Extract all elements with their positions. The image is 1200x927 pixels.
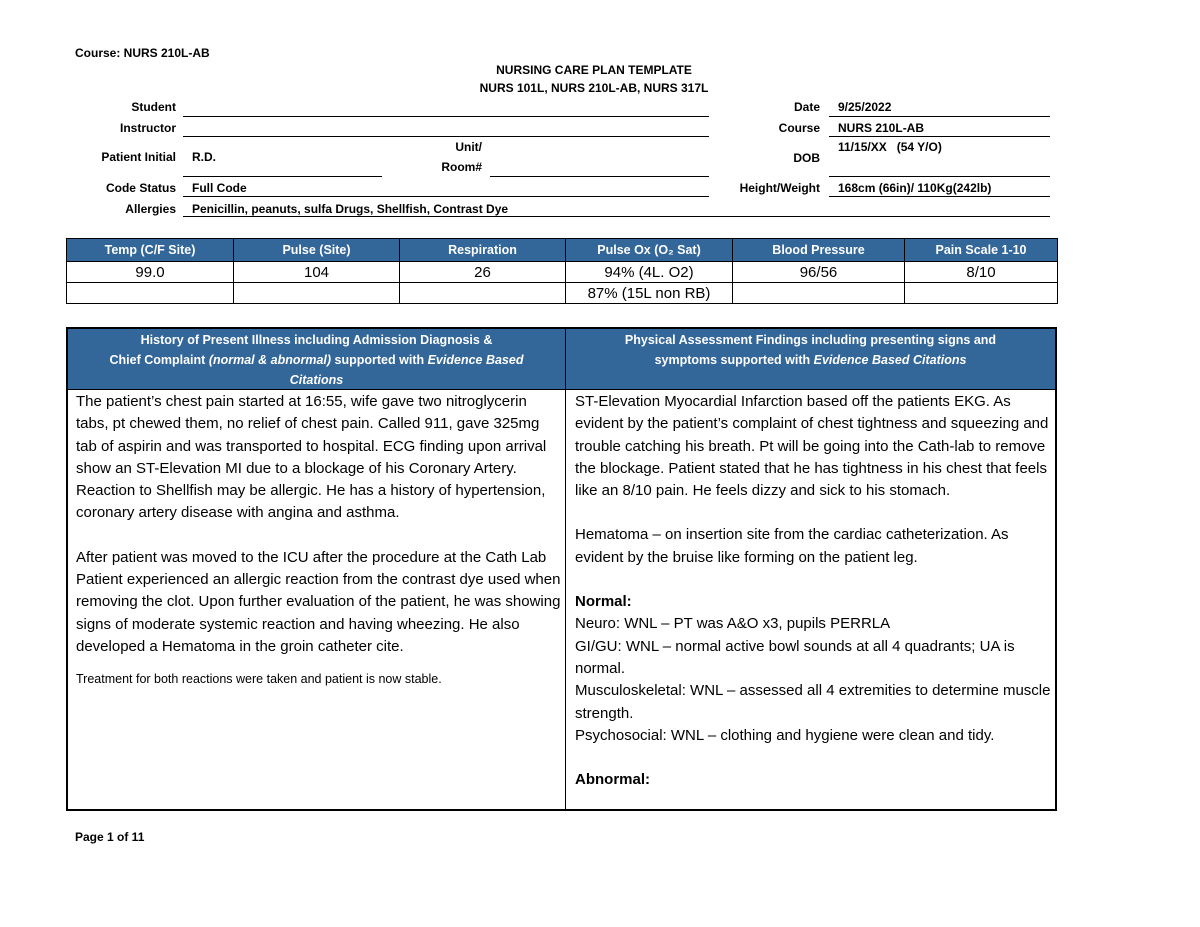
instructor-field[interactable] — [183, 136, 709, 137]
vitals-cell[interactable] — [234, 283, 400, 304]
course-header: Course: NURS 210L-AB — [75, 46, 210, 60]
physical-text[interactable] — [575, 391, 1051, 791]
vitals-cell[interactable] — [67, 283, 234, 304]
vitals-cell[interactable]: 104 — [234, 262, 400, 283]
vitals-cell[interactable]: 96/56 — [733, 262, 905, 283]
student-field[interactable] — [183, 116, 709, 117]
section-header-rule — [68, 389, 1055, 390]
history-header — [68, 329, 565, 389]
assessment-section — [66, 327, 1057, 811]
patient-initial-label: Patient Initial — [101, 150, 176, 164]
normal-label: Normal: — [575, 593, 632, 611]
vitals-cell[interactable]: 99.0 — [67, 262, 234, 283]
vitals-header-pain-scale: Pain Scale 1-10 — [905, 239, 1058, 262]
history-text[interactable] — [76, 391, 562, 691]
document-subtitle: NURS 101L, NURS 210L-AB, NURS 317L — [479, 81, 709, 95]
table-row — [67, 262, 1058, 283]
vitals-header-blood-pressure: Blood Pressure — [733, 239, 905, 262]
vitals-header-pulse-ox: Pulse Ox (O₂ Sat) — [566, 239, 733, 262]
abnormal-label: Abnormal: — [575, 771, 650, 789]
psychosocial-finding: Psychosocial: WNL – clothing and hygiene were clean and tidy. — [575, 726, 995, 744]
physical-header — [566, 329, 1055, 389]
code-status-label: Code Status — [105, 181, 176, 195]
vitals-header-respiration: Respiration — [400, 239, 566, 262]
unit-label-line1: Unit/ — [455, 140, 482, 154]
course-value: NURS 210L-AB — [838, 121, 925, 135]
student-label: Student — [131, 100, 176, 114]
vitals-header-temp: Temp (C/F Site) — [67, 239, 234, 262]
history-header-line3: Citations — [289, 373, 344, 387]
vitals-cell[interactable]: 87% (15L non RB) — [566, 283, 733, 304]
history-paragraph-3: Treatment for both reactions were taken and patient is now stable. — [76, 672, 442, 687]
vitals-cell[interactable]: 8/10 — [905, 262, 1058, 283]
page-number: Page 1 of 11 — [75, 830, 145, 844]
vitals-cell[interactable] — [733, 283, 905, 304]
height-weight-field[interactable] — [829, 196, 1050, 197]
history-header-line1: History of Present Illness including Admission Diagnosis & — [140, 333, 493, 347]
course-label: Course — [778, 121, 820, 135]
vitals-cell[interactable]: 94% (4L. O2) — [566, 262, 733, 283]
vitals-cell[interactable] — [905, 283, 1058, 304]
gigu-finding: GI/GU: WNL – normal active bowl sounds at all 4 quadrants; UA is normal. — [575, 637, 1015, 677]
physical-paragraph-2: Hematoma – on insertion site from the cardiac catheterization. As evident by the bruise like forming on the patient leg. — [575, 526, 1009, 566]
date-value: 9/25/2022 — [838, 100, 892, 114]
column-divider — [565, 329, 566, 809]
course-field[interactable] — [829, 136, 1050, 137]
history-paragraph-2: After patient was moved to the ICU after the procedure at the Cath Lab Patient experienced an allergic reaction from the contrast dye used when removing the clot. Upon further evaluation of the patient, he was showing signs of moderate systemic reaction and having wheezing. He also developed a Hematoma in the groin catheter cite. — [76, 548, 561, 655]
patient-initial-value: R.D. — [192, 150, 216, 164]
vitals-cell[interactable] — [400, 283, 566, 304]
vitals-table — [66, 238, 1058, 304]
table-row — [67, 283, 1058, 304]
code-status-value: Full Code — [192, 181, 247, 195]
instructor-label: Instructor — [119, 121, 176, 135]
date-field[interactable] — [829, 116, 1050, 117]
physical-paragraph-1: ST-Elevation Myocardial Infarction based off the patients EKG. As evident by the patient’s complaint of chest tightness and squeezing and trouble catching his breath. Pt will be going into the Cath-lab to remove the blockage. Patient stated that he has tightness in his chest that feels like an 8/10 pain. He feels dizzy and sick to his stomach. — [575, 393, 1049, 500]
code-status-field[interactable] — [183, 196, 709, 197]
unit-label-line2: Room# — [441, 160, 482, 174]
dob-value: 11/15/XX (54 Y/O) — [838, 140, 942, 154]
unit-room-field[interactable] — [490, 176, 709, 177]
allergies-value: Penicillin, peanuts, sulfa Drugs, Shellfish, Contrast Dye — [192, 202, 509, 216]
allergies-field[interactable] — [183, 216, 1050, 217]
dob-field[interactable] — [829, 176, 1050, 177]
height-weight-label: Height/Weight — [739, 181, 820, 195]
patient-initial-field[interactable] — [183, 176, 382, 177]
physical-header-line1: Physical Assessment Findings including presenting signs and — [624, 333, 997, 347]
vitals-header-pulse: Pulse (Site) — [234, 239, 400, 262]
allergies-label: Allergies — [125, 202, 176, 216]
document-title: NURSING CARE PLAN TEMPLATE — [496, 63, 692, 77]
dob-label: DOB — [793, 151, 820, 165]
vitals-cell[interactable]: 26 — [400, 262, 566, 283]
history-header-line2: Chief Complaint (normal & abnormal) supported with Evidence Based — [109, 353, 524, 367]
date-label: Date — [793, 100, 820, 114]
history-paragraph-1: The patient’s chest pain started at 16:55, wife gave two nitroglycerin tabs, pt chewed them, no relief of chest pain. Called 911, gave 325mg tab of aspirin and was transported to hospital. ECG finding upon arrival show an ST-Elevation MI due to a blockage of his Coronary Artery. Reaction to Shellfish may be allergic. He has a history of hypertension, coronary artery disease with angina and asthma. — [76, 393, 547, 522]
vitals-header-row — [67, 239, 1058, 262]
physical-header-line2: symptoms supported with Evidence Based Citations — [654, 353, 967, 367]
musculoskeletal-finding: Musculoskeletal: WNL – assessed all 4 extremities to determine muscle strength. — [575, 682, 1051, 722]
height-weight-value: 168cm (66in)/ 110Kg(242lb) — [838, 181, 992, 195]
neuro-finding: Neuro: WNL – PT was A&O x3, pupils PERRLA — [575, 615, 891, 633]
